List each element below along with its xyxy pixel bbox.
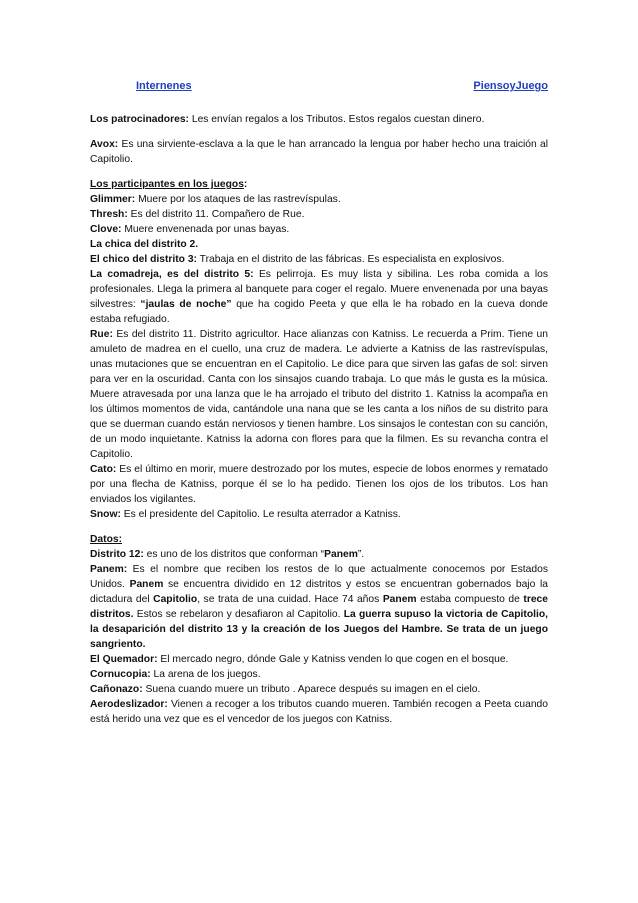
list-item: Panem: Es el nombre que reciben los restos de lo que actualmente conocemos por Estados Unidos. Panem se encuentra dividido en 12 distritos y estos se encuentran gobernados bajo la dictadura del Capitolio, se trata de una cuidad. Hace 74 años Panem estaba compuesto de trece distritos. Estos se rebelaron y desafiaron al Capitolio. La guerra supuso la victoria de Capitolio, la desaparición del distrito 13 y la creación de los Juegos del Hambre. Se trata de un juego sangriento. (90, 564, 549, 650)
page-header (90, 76, 548, 96)
list-item: La chica del distrito 2. (90, 239, 199, 250)
list-item: Thresh: Es del distrito 11. Compañero de Rue. (90, 209, 305, 220)
list-item: La comadreja, es del distrito 5: Es pelirroja. Es muy lista y sibilina. Les roba comida a los profesionales. Llega la primera al banquete para coger el regalo. Muere envenenada por una bayas silvestres: “jaulas de noche” que ha cogido Peeta y que ella le ha robado en la cueva donde estaba refugiado. (90, 269, 548, 325)
section-heading: Los participantes en los juegos: (90, 179, 248, 190)
list-item: El Quemador: El mercado negro, dónde Gale y Katniss venden lo que cogen en el bosque. (90, 654, 509, 665)
internenes-link[interactable]: Internenes (136, 80, 192, 92)
list-item: El chico del distrito 3: Trabaja en el distrito de las fábricas. Es especialista en explosivos. (90, 254, 505, 265)
list-item: Snow: Es el presidente del Capitolio. Le resulta aterrador a Katniss. (90, 509, 401, 520)
list-item: Glimmer: Muere por los ataques de las rastrevíspulas. (90, 194, 341, 205)
participants-section (90, 177, 548, 522)
piensoyjuego-link[interactable]: PiensoyJuego (473, 80, 548, 92)
list-item: Cañonazo: Suena cuando muere un tributo . Aparece después su imagen en el cielo. (90, 684, 481, 695)
paragraph-avox (90, 137, 548, 167)
list-item: Distrito 12: es uno de los distritos que conforman “Panem”. (90, 549, 365, 560)
term: Avox: (90, 139, 119, 150)
datos-section (90, 532, 548, 727)
definition: Es una sirviente-esclava a la que le han arrancado la lengua por haber hecho una traición al Capitolio. (90, 139, 548, 165)
paragraph-patrocinadores (90, 112, 548, 127)
term: Los patrocinadores: (90, 114, 189, 125)
document-body (90, 112, 548, 727)
list-item: Clove: Muere envenenada por unas bayas. (90, 224, 290, 235)
definition: Les envían regalos a los Tributos. Estos regalos cuestan dinero. (188, 114, 485, 125)
list-item: Cornucopia: La arena de los juegos. (90, 669, 261, 680)
list-item: Cato: Es el último en morir, muere destrozado por los mutes, especie de lobos enormes y rematado por una flecha de Katniss, porque él se lo ha pedido. Tienen los ojos de los tributos. Los han enviados los vigilantes. (90, 464, 548, 505)
section-heading: Datos: (90, 534, 123, 545)
list-item: Aerodeslizador: Vienen a recoger a los tributos cuando mueren. También recogen a Peeta cuando está herido una vez que es el vencedor de los juegos con Katniss. (90, 699, 548, 725)
list-item: Rue: Es del distrito 11. Distrito agricultor. Hace alianzas con Katniss. Le recuerda a Prim. Tiene un amuleto de madrea en el cuello, una cruz de madera. Le advierte a Katniss de las rastrevíspulas, unas mutaciones que se encuentran en el Capitolio. Le dice para que sirven las gafas de sol: sirven para ver en la oscuridad. Canta con los sinsajos cuando trabaja. Lo que más le gusta es la música. Muere atravesada por una lanza que le ha arrojado el tributo del distrito 1. Katniss la acompaña en los últimos momentos de vida, cantándole una nana que se les canta a los niños de su distrito para que se duerman cuando están nerviosos y tienen hambre. Los sinsajos le contestan con su canción, de un modo inquietante. Katniss la adorna con flores para que la filmen. Es su revancha contra el Capitolio. (90, 329, 548, 460)
